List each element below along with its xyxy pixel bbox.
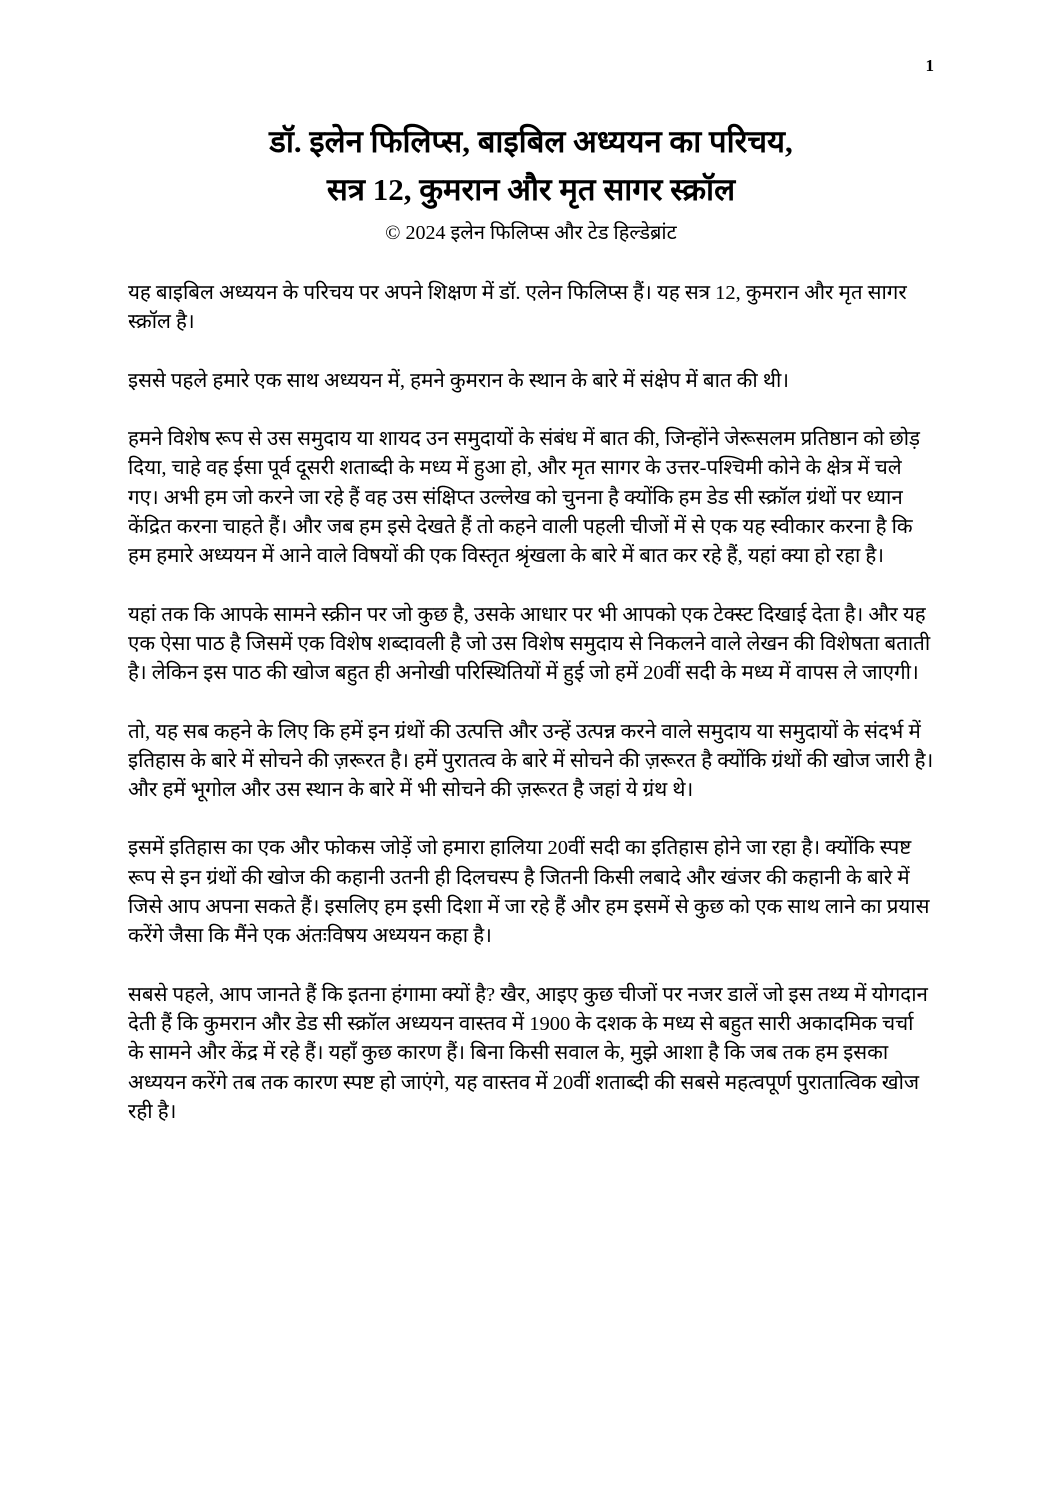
paragraph-1: यह बाइबिल अध्ययन के परिचय पर अपने शिक्षण में डॉ. एलेन फिलिप्स हैं। यह सत्र 12, कुमरान और मृत सागर स्क्रॉल है। (128, 282, 907, 334)
paragraph-6: इसमें इतिहास का एक और फोकस जोड़ें जो हमारा हालिया 20वीं सदी का इतिहास होने जा रहा है। क्योंकि स्पष्ट रूप से इन ग्रंथों की खोज की कहानी उतनी ही दिलचस्प है जितनी किसी लबादे और खंजर की कहानी के बारे में जिसे आप अपना सकते हैं। इसलिए हम इसी दिशा में जा रहे हैं और हम इसमें से कुछ को एक साथ लाने का प्रयास करेंगे जैसा कि मैंने एक अंतःविषय अध्ययन कहा है। (128, 837, 930, 948)
document-content (128, 118, 934, 1156)
page-number: 1 (925, 56, 934, 75)
document-title-line1: डॉ. इलेन फिलिप्स, बाइबिल अध्ययन का परिचय, (269, 124, 793, 159)
paragraph-2: इससे पहले हमारे एक साथ अध्ययन में, हमने कुमरान के स्थान के बारे में संक्षेप में बात की थी। (128, 369, 790, 392)
paragraph-5: तो, यह सब कहने के लिए कि हमें इन ग्रंथों की उत्पत्ति और उन्हें उत्पन्न करने वाले समुदाय या समुदायों के संदर्भ में इतिहास के बारे में सोचने की ज़रूरत है। हमें पुरातत्व के बारे में सोचने की ज़रूरत है क्योंकि ग्रंथों की खोज जारी है। और हमें भूगोल और उस स्थान के बारे में भी सोचने की ज़रूरत है जहां ये ग्रंथ थे। (128, 720, 934, 802)
copyright-line: © 2024 इलेन फिलिप्स और टेड हिल्डेब्रांट (385, 222, 677, 245)
paragraph-3: हमने विशेष रूप से उस समुदाय या शायद उन समुदायों के संबंध में बात की, जिन्होंने जेरूसलम प्रतिष्ठान को छोड़ दिया, चाहे वह ईसा पूर्व दूसरी शताब्दी के मध्य में हुआ हो, और मृत सागर के उत्तर-पश्चिमी कोने के क्षेत्र में चले गए। अभी हम जो करने जा रहे हैं वह उस संक्षिप्त उल्लेख को चुनना है क्योंकि हम डेड सी स्क्रॉल ग्रंथों पर ध्यान केंद्रित करना चाहते हैं। और जब हम इसे देखते हैं तो कहने वाली पहली चीजों में से एक यह स्वीकार करना है कि हम हमारे अध्ययन में आने वाले विषयों की एक विस्तृत श्रृंखला के बारे में बात कर रहे हैं, यहां क्या हो रहा है। (128, 428, 921, 568)
document-title (128, 118, 934, 214)
paragraph-7: सबसे पहले, आप जानते हैं कि इतना हंगामा क्यों है? खैर, आइए कुछ चीजों पर नजर डालें जो इस तथ्य में योगदान देती हैं कि कुमरान और डेड सी स्क्रॉल अध्ययन वास्तव में 1900 के दशक के मध्य से बहुत सारी अकादमिक चर्चा के सामने और केंद्र में रहे हैं। यहाँ कुछ कारण हैं। बिना किसी सवाल के, मुझे आशा है कि जब तक हम इसका अध्ययन करेंगे तब तक कारण स्पष्ट हो जाएंगे, यह वास्तव में 20वीं शताब्दी की सबसे महत्वपूर्ण पुरातात्विक खोज रही है। (128, 983, 928, 1123)
paragraph-4: यहां तक कि आपके सामने स्क्रीन पर जो कुछ है, उसके आधार पर भी आपको एक टेक्स्ट दिखाई देता है। और यह एक ऐसा पाठ है जिसमें एक विशेष शब्दावली है जो उस विशेष समुदाय से निकलने वाले लेखन की विशेषता बताती है। लेकिन इस पाठ की खोज बहुत ही अनोखी परिस्थितियों में हुई जो हमें 20वीं सदी के मध्य में वापस ले जाएगी। (128, 603, 931, 685)
document-title-line2: सत्र 12, कुमरान और मृत सागर स्क्रॉल (326, 172, 736, 208)
